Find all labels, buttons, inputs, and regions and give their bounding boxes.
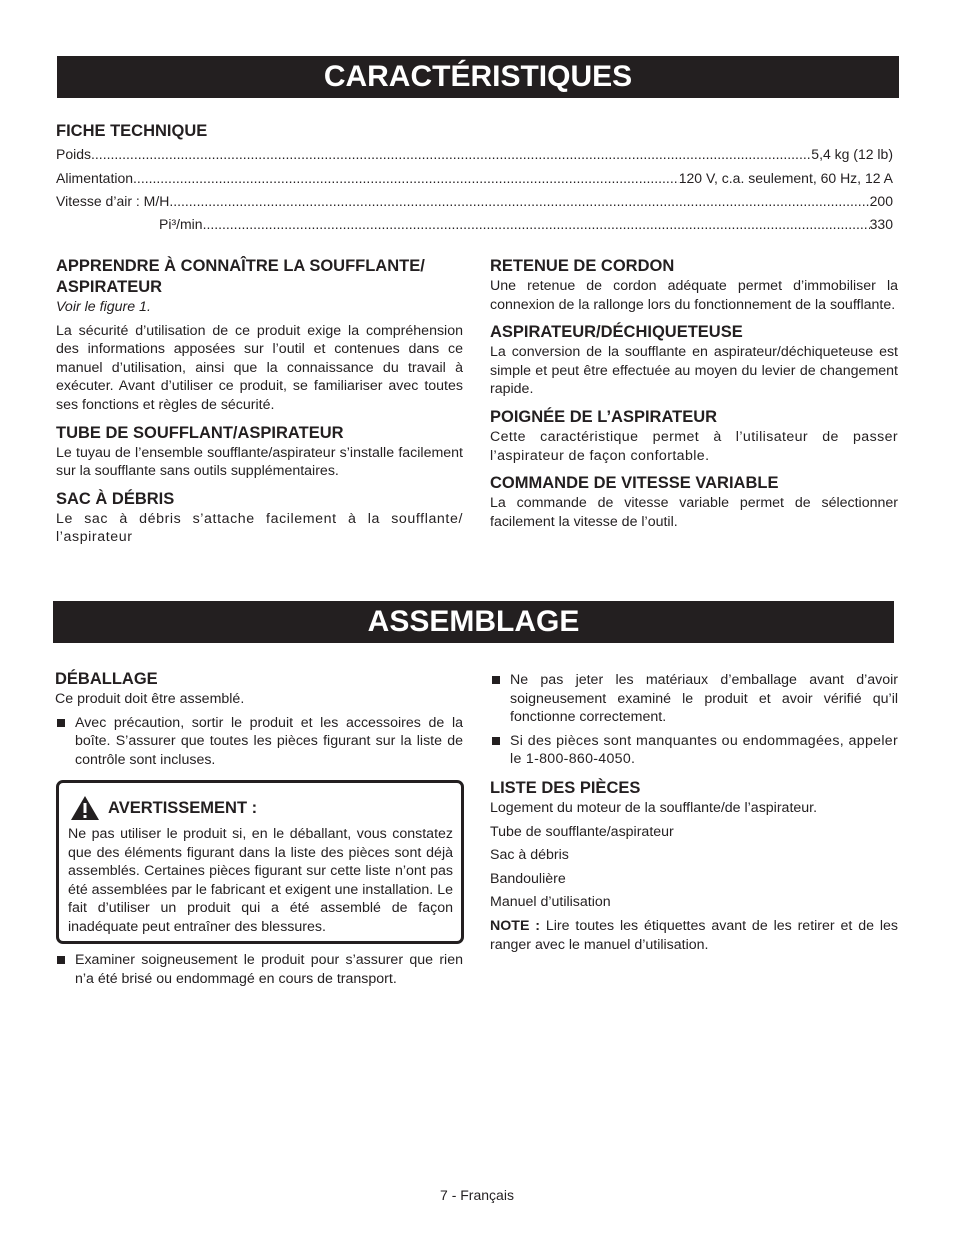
spec-label: Vitesse d’air : M/H	[56, 193, 170, 209]
right-column-assemblage	[490, 671, 898, 954]
spec-label: Alimentation	[56, 170, 134, 186]
sac-paragraph: Le sac à débris s’attache facilement à la soufflante/ l’aspirateur	[56, 510, 463, 546]
parts-list-item: Manuel d’utilisation	[490, 894, 611, 911]
sac-heading: SAC À DÉBRIS	[56, 489, 175, 508]
spec-label: Poids	[56, 146, 92, 162]
commande-paragraph: La commande de vitesse variable permet de sélectionner facilement la vitesse de l’outil.	[490, 495, 898, 530]
poignee-heading: POIGNÉE DE L’ASPIRATEUR	[490, 407, 718, 426]
spec-value: 120 V, c.a. seulement, 60 Hz, 12 A	[678, 170, 893, 186]
retenue-paragraph: Une retenue de cordon adéquate permet d’immobiliser la connexion de la rallonge lors du fonctionnement de la soufflante.	[490, 278, 898, 313]
warning-box	[56, 780, 464, 944]
warning-triangle-icon	[70, 795, 100, 821]
bullet-item	[55, 951, 463, 988]
left-column-assemblage-bottom	[55, 951, 463, 988]
note-text: Lire toutes les étiquettes avant de les retirer et de les ranger avec le manuel d’utilisation.	[490, 917, 899, 953]
parts-list-item: Tube de soufflante/aspirateur	[490, 823, 674, 840]
spec-leader-dots	[203, 215, 870, 234]
right-column-features	[490, 256, 898, 531]
square-bullet-icon	[492, 737, 500, 745]
square-bullet-icon	[492, 676, 500, 684]
section-banner-caracteristiques: CARACTÉRISTIQUES	[57, 56, 899, 98]
apprendre-heading-line2: ASPIRATEUR	[56, 278, 163, 296]
note-paragraph	[490, 917, 898, 954]
page-footer: 7 - Français	[440, 1187, 514, 1203]
bullet-item	[490, 671, 898, 727]
tube-heading: TUBE DE SOUFFLANT/ASPIRATEUR	[56, 423, 344, 442]
spec-value: 330	[869, 216, 893, 232]
aspirateur-heading: ASPIRATEUR/DÉCHIQUETEUSE	[490, 323, 743, 342]
apprendre-heading-line1: APPRENDRE À CONNAÎTRE LA SOUFFLANTE/	[56, 257, 425, 275]
bullet-text: Ne pas jeter les matériaux d’emballage avant d’avoir soigneusement examiné le produit et avoir vérifié qu’il fonctionne correctement.	[510, 672, 898, 726]
bullet-item	[490, 732, 898, 769]
bullet-text: Avec précaution, sortir le produit et les accessoires de la boîte. S’assurer que toutes les pièces figurant sur la liste de contrôle sont incluses.	[75, 714, 463, 768]
spec-label: Pi³/min	[159, 216, 203, 232]
deballage-heading: DÉBALLAGE	[55, 670, 158, 688]
spec-value: 5,4 kg (12 lb)	[811, 146, 893, 162]
note-label: NOTE :	[490, 917, 541, 934]
spec-row-poids	[56, 145, 893, 165]
spec-row-vitesse-pi3	[159, 215, 893, 235]
aspirateur-paragraph: La conversion de la soufflante en aspirateur/déchiqueteuse est simple et peut être effectuée au moyen du levier de changement rapide.	[490, 344, 898, 398]
commande-heading: COMMANDE DE VITESSE VARIABLE	[490, 474, 779, 493]
section-banner-assemblage: ASSEMBLAGE	[53, 601, 894, 643]
bullet-text: Si des pièces sont manquantes ou endommagées, appeler le 1-800-860-4050.	[510, 732, 898, 768]
parts-list-item: Logement du moteur de la soufflante/de l’aspirateur.	[490, 799, 818, 816]
left-column-features	[56, 256, 463, 547]
poignee-paragraph: Cette caractéristique permet à l’utilisateur de passer l’aspirateur de façon confortable.	[490, 428, 898, 464]
spec-value: 200	[869, 193, 893, 209]
parts-list-item: Bandoulière	[490, 870, 566, 887]
bullet-text: Examiner soigneusement le produit pour s’assurer que rien n’a été brisé ou endommagé en cours de transport.	[75, 952, 463, 987]
warning-header	[70, 795, 257, 821]
warning-title: AVERTISSEMENT :	[108, 798, 258, 817]
deballage-paragraph: Ce produit doit être assemblé.	[55, 691, 245, 707]
left-column-assemblage	[55, 669, 463, 769]
voir-figure-note: Voir le figure 1.	[56, 299, 151, 315]
bullet-item	[55, 714, 463, 770]
parts-list-item: Sac à débris	[490, 847, 569, 864]
warning-body: Ne pas utiliser le produit si, en le déballant, vous constatez que des éléments figurant dans la liste des pièces sont déjà assemblés. Certaines pièces figurant sur cette liste n’ont pas été assemblées par le fabricant et exigent une installation. Le fait d’utiliser un produit qui a été assemblé de façon inadéquate peut entraîner des blessures.	[68, 826, 453, 935]
retenue-heading: RETENUE DE CORDON	[490, 257, 675, 275]
square-bullet-icon	[57, 719, 65, 727]
liste-pieces-heading: LISTE DES PIÈCES	[490, 778, 641, 797]
square-bullet-icon	[57, 956, 65, 964]
apprendre-paragraph: La sécurité d’utilisation de ce produit exige la compréhension des informations apposées sur l’outil et contenues dans ce manuel d’utilisation, ainsi que la connaissance du travail à exécuter. Avant d’utiliser ce produit, se familiariser avec toutes ses fonctions et règles de sécurité.	[56, 322, 463, 413]
spec-row-alimentation	[56, 169, 893, 189]
spec-leader-dots	[133, 169, 679, 188]
spec-leader-dots	[91, 145, 811, 164]
tube-paragraph: Le tuyau de l’ensemble soufflante/aspirateur s’installe facilement sur la soufflante sans outils supplémentaires.	[56, 444, 463, 480]
spec-row-vitesse-mh	[56, 192, 893, 212]
spec-leader-dots	[169, 192, 869, 211]
fiche-technique-heading: FICHE TECHNIQUE	[56, 122, 208, 140]
